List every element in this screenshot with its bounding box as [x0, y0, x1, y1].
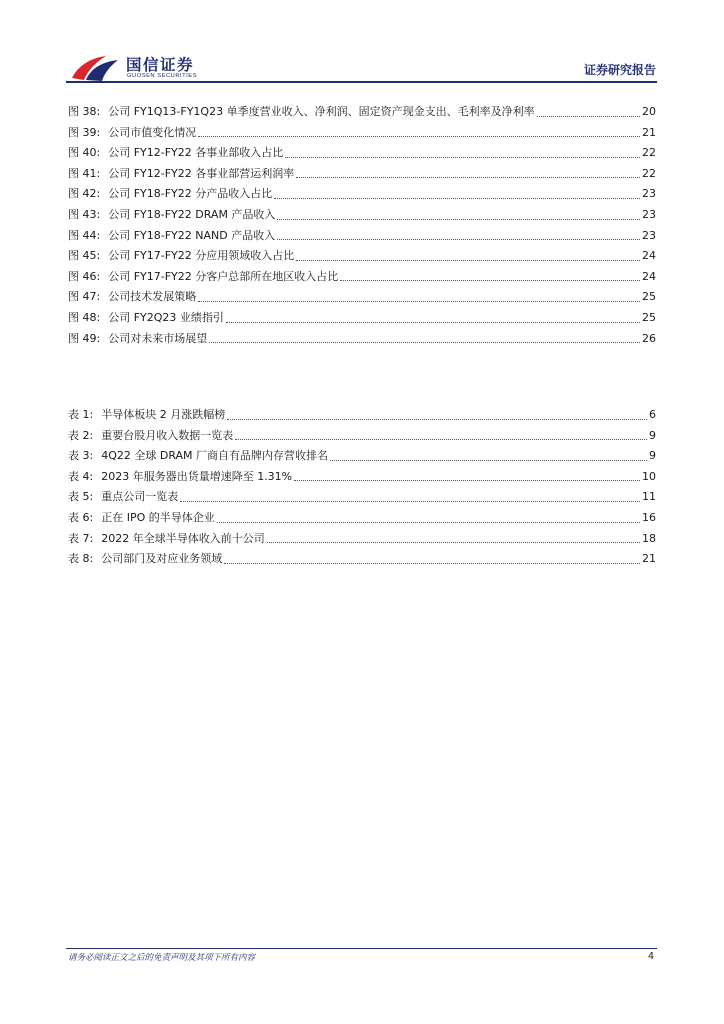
dot-leader — [227, 418, 647, 420]
entry-title: 公司 FY12-FY22 各事业部营运利润率 — [108, 166, 295, 180]
dot-leader — [277, 218, 640, 220]
disclaimer-note: 请务必阅读正文之后的免责声明及其项下所有内容 — [68, 953, 256, 963]
entry-title: 正在 IPO 的半导体企业 — [101, 510, 215, 524]
toc-entry-figure[interactable] — [68, 246, 656, 267]
entry-page-number: 26 — [642, 331, 656, 345]
toc-entry-figure[interactable] — [68, 184, 656, 205]
dot-leader — [217, 521, 640, 523]
entry-title: 公司 FY17-FY22 分应用领域收入占比 — [108, 249, 295, 263]
dot-leader — [235, 438, 647, 440]
entry-title: 公司 FY18-FY22 分产品收入占比 — [108, 187, 273, 201]
entry-title: 公司对未来市场展望 — [108, 331, 208, 345]
entry-title: 2023 年服务器出货量增速降至 1.31% — [101, 469, 293, 483]
entry-page-number: 23 — [642, 207, 656, 221]
entry-title: 重要台股月收入数据一览表 — [101, 428, 234, 442]
dot-leader — [537, 115, 640, 117]
guosen-logo-mark-icon — [70, 52, 124, 82]
entry-label: 图 46: — [68, 269, 101, 283]
entry-title: 公司 FY18-FY22 DRAM 产品收入 — [108, 207, 276, 221]
toc-entry-table[interactable] — [68, 405, 656, 426]
entry-title: 公司市值变化情况 — [108, 125, 197, 139]
toc-entry-table[interactable] — [68, 487, 656, 508]
entry-label: 图 40: — [68, 146, 101, 160]
table-index-list — [68, 405, 656, 570]
entry-title: 公司技术发展策略 — [108, 290, 197, 304]
entry-page-number: 21 — [642, 125, 656, 139]
dot-leader — [180, 500, 640, 502]
toc-entry-figure[interactable] — [68, 226, 656, 247]
entry-page-number: 11 — [642, 490, 656, 504]
entry-label: 图 47: — [68, 290, 101, 304]
entry-label: 表 8: — [68, 552, 94, 566]
entry-title: 公司 FY2Q23 业绩指引 — [108, 310, 224, 324]
entry-title: 重点公司一览表 — [101, 490, 179, 504]
toc-entry-table[interactable] — [68, 529, 656, 550]
entry-page-number: 25 — [642, 290, 656, 304]
entry-title: 公司 FY18-FY22 NAND 产品收入 — [108, 228, 276, 242]
entry-title: 半导体板块 2 月涨跌幅榜 — [101, 408, 226, 421]
dot-leader — [296, 259, 640, 261]
toc-entry-table[interactable] — [68, 508, 656, 529]
entry-title: 4Q22 全球 DRAM 厂商自有品牌内存营收排名 — [101, 449, 329, 463]
dot-leader — [226, 321, 640, 323]
entry-label: 表 4: — [68, 469, 94, 483]
entry-page-number: 10 — [642, 469, 656, 483]
dot-leader — [198, 135, 640, 137]
entry-label: 表 7: — [68, 531, 94, 545]
entry-title: 公司 FY1Q13-FY1Q23 单季度营业收入、净利润、固定资产现金支出、毛利率及净利率 — [108, 105, 535, 118]
entry-page-number: 6 — [649, 408, 656, 421]
entry-title: 2022 年全球半导体收入前十公司 — [101, 531, 265, 545]
entry-label: 图 48: — [68, 310, 101, 324]
logo-english-name: GUOSEN SECURITIES — [127, 73, 198, 79]
entry-label: 图 39: — [68, 125, 101, 139]
entry-page-number: 25 — [642, 310, 656, 324]
page-header — [0, 0, 724, 90]
dot-leader — [274, 197, 640, 199]
dot-leader — [198, 300, 640, 302]
entry-page-number: 21 — [642, 552, 656, 566]
dot-leader — [224, 562, 640, 564]
entry-label: 表 3: — [68, 449, 94, 463]
dot-leader — [340, 279, 640, 281]
entry-label: 表 1: — [68, 408, 94, 421]
toc-entry-table[interactable] — [68, 446, 656, 467]
logo-chinese-name: 国信证券 — [126, 56, 195, 74]
entry-label: 图 41: — [68, 166, 101, 180]
toc-entry-figure[interactable] — [68, 267, 656, 288]
entry-page-number: 23 — [642, 187, 656, 201]
toc-entry-table[interactable] — [68, 426, 656, 447]
dot-leader — [277, 238, 640, 240]
entry-title: 公司 FY17-FY22 分客户总部所在地区收入占比 — [108, 269, 339, 283]
header-divider — [66, 81, 657, 83]
entry-page-number: 22 — [642, 166, 656, 180]
entry-label: 图 38: — [68, 105, 101, 118]
entry-page-number: 24 — [642, 269, 656, 283]
dot-leader — [330, 459, 647, 461]
toc-entry-figure[interactable] — [68, 308, 656, 329]
entry-label: 表 6: — [68, 510, 94, 524]
entry-label: 图 45: — [68, 249, 101, 263]
entry-label: 图 49: — [68, 331, 101, 345]
entry-label: 图 43: — [68, 207, 101, 221]
entry-label: 图 42: — [68, 187, 101, 201]
toc-entry-figure[interactable] — [68, 287, 656, 308]
dot-leader — [209, 341, 640, 343]
toc-entry-figure[interactable] — [68, 205, 656, 226]
entry-title: 公司部门及对应业务领域 — [101, 552, 223, 566]
entry-page-number: 9 — [649, 449, 656, 463]
entry-page-number: 22 — [642, 146, 656, 160]
toc-entry-figure[interactable] — [68, 164, 656, 185]
dot-leader — [267, 541, 640, 543]
footer-divider — [66, 948, 657, 949]
toc-entry-figure[interactable] — [68, 143, 656, 164]
entry-label: 图 44: — [68, 228, 101, 242]
report-type-label: 证券研究报告 — [583, 63, 656, 77]
page-number: 4 — [647, 951, 654, 962]
toc-entry-figure[interactable] — [68, 329, 656, 350]
entry-page-number: 9 — [649, 428, 656, 442]
dot-leader — [294, 479, 640, 481]
toc-entry-table[interactable] — [68, 467, 656, 488]
entry-page-number: 18 — [642, 531, 656, 545]
toc-entry-table[interactable] — [68, 549, 656, 570]
entry-page-number: 16 — [642, 510, 656, 524]
dot-leader — [296, 176, 640, 178]
toc-entry-figure[interactable] — [68, 123, 656, 144]
toc-entry-figure[interactable] — [68, 102, 656, 123]
figure-index-list — [68, 102, 656, 349]
dot-leader — [285, 156, 640, 158]
entry-page-number: 20 — [642, 105, 656, 118]
entry-page-number: 24 — [642, 249, 656, 263]
entry-title: 公司 FY12-FY22 各事业部收入占比 — [108, 146, 284, 160]
entry-label: 表 2: — [68, 428, 94, 442]
entry-label: 表 5: — [68, 490, 94, 504]
entry-page-number: 23 — [642, 228, 656, 242]
